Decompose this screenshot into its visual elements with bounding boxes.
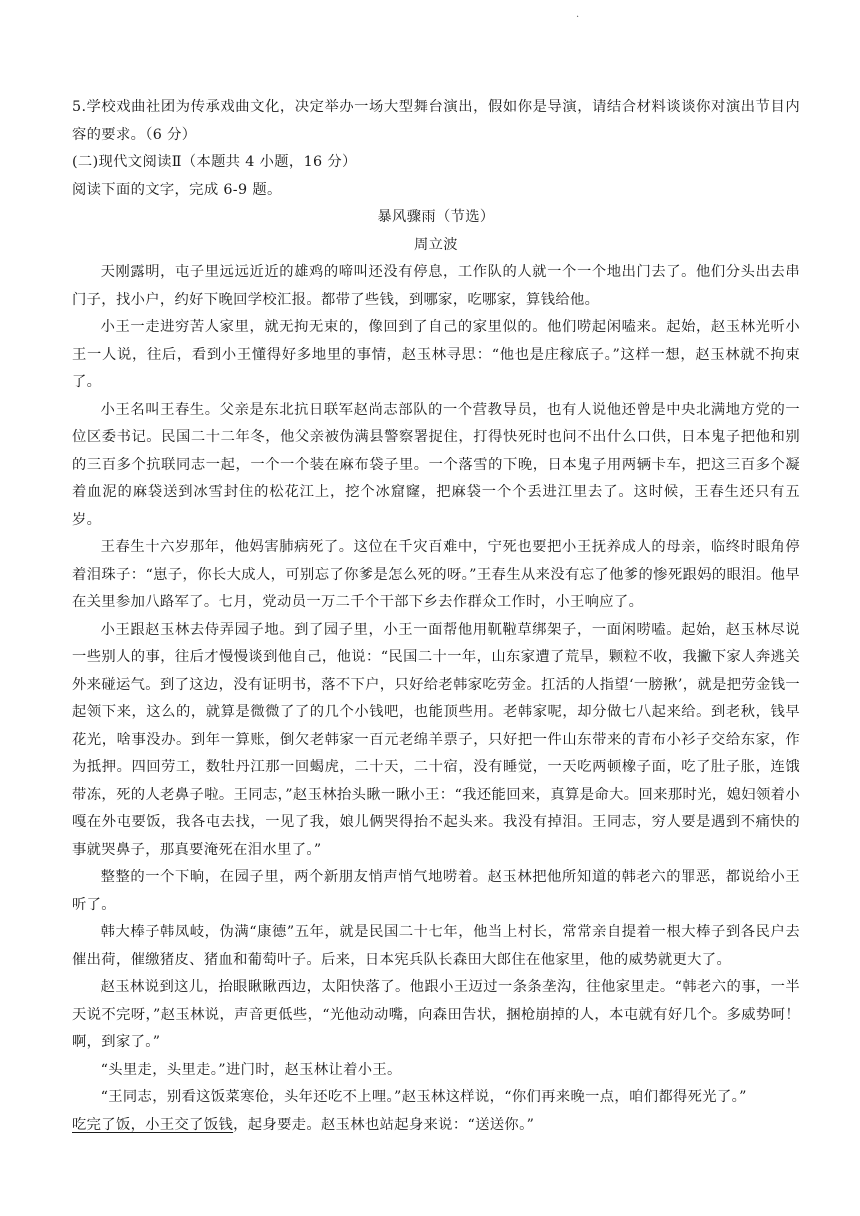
paragraph-8: 赵玉林说到这儿，抬眼瞅瞅西边，太阳快落了。他跟小王迈过一条条垄沟，往他家里走。“韩老六的事，一半天说不完呀，”赵玉林说，声音更低些，“光他动动嘴，向森田告状，捆枪崩掉的人，本屯就有好几个。多威势呵！啊，到家了。” <box>72 979 800 1050</box>
paragraph-6: 整整的一个下晌，在园子里，两个新朋友悄声悄气地唠着。赵玉林把他所知道的韩老六的罪恶，都说给小王听了。 <box>72 869 800 913</box>
document-page <box>72 94 800 1139</box>
paragraph-10: “王同志，别看这饭菜寒伧，头年还吃不上哩。”赵玉林这样说，“你们再来晚一点，咱们都得死光了。” <box>100 1089 747 1105</box>
underlined-sentence: 吃完了饭，小王交了饭钱 <box>72 1116 234 1133</box>
header-mark: · <box>576 12 580 23</box>
article-title: 暴风骤雨（节选） <box>377 209 495 225</box>
section-heading: (二)现代文阅读Ⅱ（本题共 4 小题，16 分） <box>72 154 357 170</box>
paragraph-2: 小王一走进穷苦人家里，就无拘无束的，像回到了自己的家里似的。他们唠起闲嗑来。起始，赵玉林光听小王一人说，往后，看到小王懂得好多地里的事情，赵玉林寻思：“他也是庄稼底子。”这样一想，赵玉林就不拘束了。 <box>72 319 800 390</box>
paragraph-5: 小王跟赵玉林去侍弄园子地。到了园子里，小王一面帮他用靰鞡草绑架子，一面闲唠嗑。起始，赵玉林尽说一些别人的事，往后才慢慢谈到他自己，他说：“民国二十一年，山东家遭了荒旱，颗粒不收，我撇下家人奔逃关外来碰运气。到了这边，没有证明书，落不下户，只好给老韩家吃劳金。扛活的人指望‘一膀揪’，就是把劳金钱一起领下来，这么的，就算是微微了了的几个小钱吧，也能顶些用。老韩家呢，却分做七八起来给。到老秋，钱早花光，啥事没办。到年一算账，倒欠老韩家一百元老绵羊票子，只好把一件山东带来的青布小衫子交给东家，作为抵押。四回劳工，数牡丹江那一回蝎虎，二十天，二十宿，没有睡觉，一天吃两顿橡子面，吃了肚子胀，连饿带冻，死的人老鼻子啦。王同志，”赵玉林抬头瞅一瞅小王：“我还能回来，真算是命大。回来那时光，媳妇领着小嘎在外屯要饭，我各屯去找，一见了我，娘儿俩哭得抬不起头来。我没有掉泪。王同志，穷人要是遇到不痛快的事就哭鼻子，那真要淹死在泪水里了。” <box>72 621 800 858</box>
paragraph-3: 小王名叫王春生。父亲是东北抗日联军赵尚志部队的一个营教导员，也有人说他还曾是中央北满地方党的一位区委书记。民国二十二年冬，他父亲被伪满县警察署捉住，打得快死时也问不出什么口供，日本鬼子把他和别的三百多个抗联同志一起，一个一个装在麻布袋子里。一个落雪的下晚，日本鬼子用两辆卡车，把这三百多个凝着血泥的麻袋送到冰雪封住的松花江上，挖个冰窟窿，把麻袋一个个丢进江里去了。这时候，王春生还只有五岁。 <box>72 401 800 528</box>
paragraph-9: “头里走，头里走。”进门时，赵玉林让着小王。 <box>100 1061 402 1078</box>
reading-instruction: 阅读下面的文字，完成 6-9 题。 <box>72 181 282 198</box>
question-5: 5.学校戏曲社团为传承戏曲文化，决定举办一场大型舞台演出，假如你是导演，请结合材料谈谈你对演出节目内容的要求。（6 分） <box>72 99 800 143</box>
paragraph-4: 王春生十六岁那年，他妈害肺病死了。这位在千灾百难中，宁死也要把小王抚养成人的母亲，临终时眼角停着泪珠子：“崽子，你长大成人，可别忘了你爹是怎么死的呀。”王春生从来没有忘了他爹的惨死跟妈的眼泪。他早在关里参加八路军了。七月，党动员一万二千个干部下乡去作群众工作时，小王响应了。 <box>72 539 800 610</box>
paragraph-11 <box>72 1112 800 1140</box>
paragraph-1: 天刚露明，屯子里远远近近的雄鸡的啼叫还没有停息，工作队的人就一个一个地出门去了。他们分头出去串门子，找小户，约好下晚回学校汇报。都带了些钱，到哪家，吃哪家，算钱给他。 <box>72 264 800 308</box>
paragraph-11-rest: ，起身要走。赵玉林也站起身来说：“送送你。” <box>233 1116 535 1133</box>
article-author: 周立波 <box>414 236 458 253</box>
paragraph-7: 韩大棒子韩凤岐，伪满“康德”五年，就是民国二十七年，他当上村长，常常亲自提着一根大棒子到各民户去催出荷，催缴猪皮、猪血和葡萄叶子。后来，日本宪兵队长森田大郎住在他家里，他的威势就更大了。 <box>72 924 800 968</box>
